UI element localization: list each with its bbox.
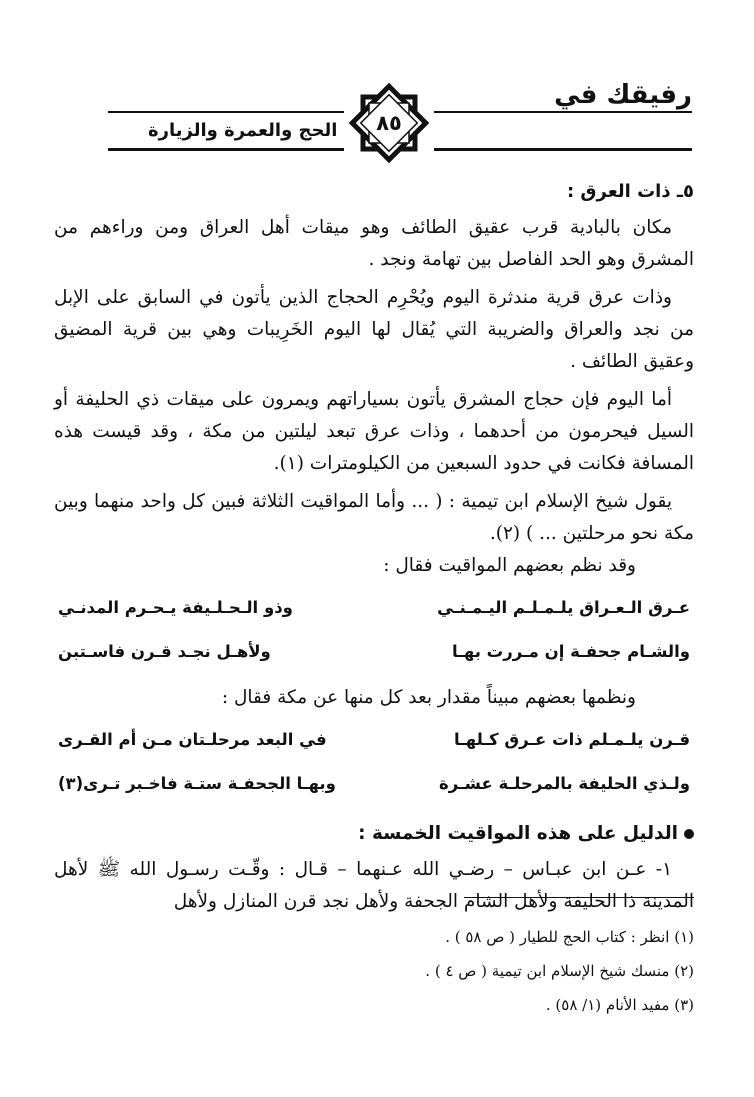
poem-verse	[54, 718, 694, 762]
verse-first-hemistich: والشـام جحفـة إن مـررت بهـا	[452, 642, 690, 661]
paragraph: أما اليوم فإن حجاج المشرق يأتون بسياراتهم ويمرون على ميقات ذي الحليفة أو السيل فيحرمون من أحدهما ، وذات عرق تبعد ليلتين من مكة ، وقد قيست هذه المسافة فكانت في حدود السبعين من الكيلومترات (١).	[54, 389, 694, 474]
poem	[54, 718, 694, 806]
poem-intro: ونظمها بعضهم مبيناً مقدار بعد كل منها عن مكة فقال :	[221, 687, 636, 708]
verse-first-hemistich: عـرق الـعـراق يلـمـلـم اليـمـنـي	[437, 598, 690, 617]
running-header-subtitle: الحج والعمرة والزيارة	[148, 120, 338, 141]
verse-second-hemistich: ولأهـل نجـد قـرن فاسـتبن	[58, 642, 271, 661]
running-header-title: رفيقك في	[554, 80, 692, 110]
page-number: ٨٥	[376, 111, 402, 135]
poem-intro: وقد نظم بعضهم المواقيت فقال :	[383, 555, 636, 576]
poem-verse	[54, 586, 694, 630]
evidence-heading-text: الدليل على هذه المواقيت الخمسة :	[358, 823, 678, 844]
footnote-separator	[464, 897, 694, 898]
footnote: (٣) مفيد الأنام (١/ ٥٨) .	[545, 996, 694, 1014]
paragraph: يقول شيخ الإسلام ابن تيمية : ( ... وأما المواقيت الثلاثة فبين كل واحد منهما وبين مكة نحو مرحلتين ... ) (٢).	[54, 491, 694, 544]
paragraph: وذات عرق قرية مندثرة اليوم ويُحْرِم الحجاج الذين يأتون في السابق على الإبل من نجد والعراق والضريبة التي يُقال لها اليوم الخَرِيبات وهي بين قرية المضيق وعقيق الطائف .	[54, 287, 694, 372]
main-text	[54, 172, 694, 918]
verse-second-hemistich: وبهـا الجحفـة ستـة فاخـبر تـرى(٣)	[58, 774, 336, 793]
section-heading: ٥ـ ذات العرق :	[566, 181, 694, 202]
paragraph: مكان بالبادية قرب عقيق الطائف وهو ميقات أهل العراق ومن وراءهم من المشرق وهو الحد الفاصل بين تهامة ونجد .	[54, 217, 694, 270]
footnote: (١) انظر : كتاب الحج للطيار ( ص ٥٨ ) .	[445, 928, 694, 946]
footnotes	[425, 920, 694, 1022]
evidence-paragraph: ١- عـن ابن عبـاس – رضـي الله عـنهما – قـال : وقّـت رسـول الله ﷺ لأهل المدينة ذا الحليفة ولأهل الشام الجحفة ولأهل نجد قرن المنازل ولأهل	[54, 859, 694, 912]
verse-second-hemistich: في البعد مرحلـتان مـن أم القـرى	[58, 730, 327, 749]
bullet-icon	[684, 829, 694, 839]
page-number-emblem	[344, 78, 434, 168]
footnote: (٢) منسك شيخ الإسلام ابن تيمية ( ص ٤ ) .	[425, 962, 694, 980]
verse-first-hemistich: ولـذي الحليفة بالمرحلـة عشـرة	[439, 774, 690, 793]
poem	[54, 586, 694, 674]
poem-verse	[54, 630, 694, 674]
poem-verse	[54, 762, 694, 806]
evidence-heading	[54, 814, 694, 854]
verse-second-hemistich: وذو الـحـلـيفة يـحـرم المدنـي	[58, 598, 293, 617]
verse-first-hemistich: قـرن يلـمـلم ذات عـرق كـلهـا	[453, 730, 690, 749]
